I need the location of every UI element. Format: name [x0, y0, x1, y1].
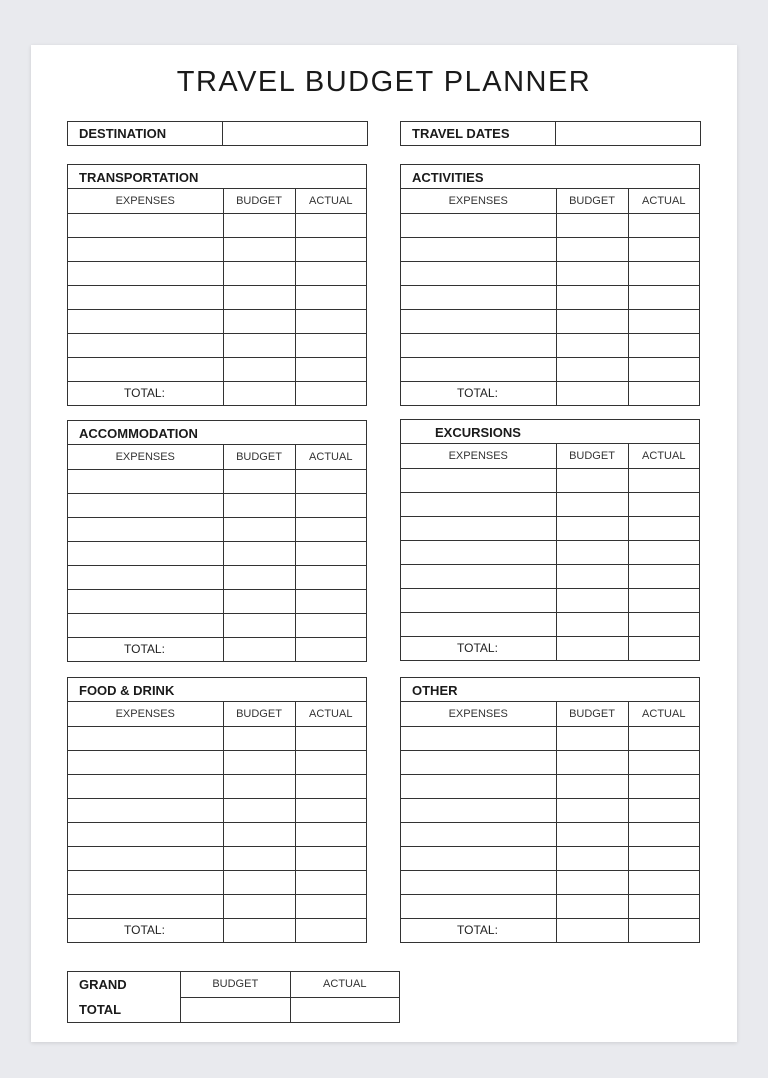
table-row	[401, 822, 699, 846]
budget-cell[interactable]	[556, 492, 628, 516]
destination-input[interactable]	[223, 122, 367, 145]
expenses-header: EXPENSES	[401, 444, 556, 468]
table-row	[68, 750, 366, 774]
actual-cell[interactable]	[295, 798, 366, 822]
grand-total-box	[67, 971, 400, 1023]
table-row	[401, 612, 699, 636]
budget-cell[interactable]	[223, 541, 295, 565]
actual-cell[interactable]	[628, 612, 699, 636]
table-row	[401, 468, 699, 492]
budget-cell[interactable]	[223, 613, 295, 637]
total-label: TOTAL:	[68, 918, 223, 942]
total-budget-cell[interactable]	[223, 918, 295, 942]
total-actual-cell[interactable]	[295, 381, 366, 405]
actual-cell[interactable]	[628, 516, 699, 540]
destination-label: DESTINATION	[68, 122, 223, 145]
expense-cell[interactable]	[401, 726, 556, 750]
section-title: OTHER	[401, 678, 699, 702]
actual-header: ACTUAL	[628, 444, 699, 468]
grand-actual-header: ACTUAL	[291, 972, 400, 998]
actual-cell[interactable]	[628, 213, 699, 237]
budget-header: BUDGET	[223, 702, 295, 726]
budget-cell[interactable]	[556, 237, 628, 261]
actual-cell[interactable]	[295, 565, 366, 589]
budget-cell[interactable]	[223, 822, 295, 846]
table-row	[401, 357, 699, 381]
expense-cell[interactable]	[68, 309, 223, 333]
budget-header: BUDGET	[556, 444, 628, 468]
total-budget-cell[interactable]	[556, 381, 628, 405]
actual-cell[interactable]	[628, 261, 699, 285]
budget-cell[interactable]	[223, 213, 295, 237]
expense-cell[interactable]	[401, 612, 556, 636]
actual-cell[interactable]	[628, 588, 699, 612]
budget-cell[interactable]	[556, 309, 628, 333]
table-row	[68, 357, 366, 381]
grand-budget-cell[interactable]	[181, 998, 290, 1022]
budget-cell[interactable]	[223, 493, 295, 517]
table-row	[68, 237, 366, 261]
expense-cell[interactable]	[68, 541, 223, 565]
table-row	[401, 309, 699, 333]
budget-cell[interactable]	[556, 822, 628, 846]
expense-cell[interactable]	[401, 822, 556, 846]
table-row	[68, 309, 366, 333]
actual-header: ACTUAL	[628, 702, 699, 726]
actual-cell[interactable]	[295, 894, 366, 918]
table-row	[68, 846, 366, 870]
actual-header: ACTUAL	[295, 445, 366, 469]
expense-cell[interactable]	[68, 750, 223, 774]
table-row	[401, 213, 699, 237]
total-budget-cell[interactable]	[556, 918, 628, 942]
table-row	[401, 492, 699, 516]
actual-cell[interactable]	[295, 589, 366, 613]
expense-cell[interactable]	[401, 540, 556, 564]
total-label: TOTAL:	[401, 381, 556, 405]
actual-header: ACTUAL	[628, 189, 699, 213]
travel-dates-label: TRAVEL DATES	[401, 122, 556, 145]
expense-cell[interactable]	[68, 333, 223, 357]
budget-header: BUDGET	[556, 189, 628, 213]
budget-cell[interactable]	[556, 357, 628, 381]
grand-budget-header: BUDGET	[181, 972, 290, 998]
section-transportation	[67, 164, 367, 406]
table-row	[68, 870, 366, 894]
budget-cell[interactable]	[556, 750, 628, 774]
budget-cell[interactable]	[223, 589, 295, 613]
total-label: TOTAL:	[401, 918, 556, 942]
table-row	[68, 285, 366, 309]
section-title: ACCOMMODATION	[68, 421, 366, 445]
expense-cell[interactable]	[401, 774, 556, 798]
actual-cell[interactable]	[295, 870, 366, 894]
table-row	[68, 333, 366, 357]
actual-cell[interactable]	[628, 726, 699, 750]
table-row	[401, 750, 699, 774]
expense-cell[interactable]	[68, 798, 223, 822]
budget-cell[interactable]	[223, 870, 295, 894]
table-row	[401, 588, 699, 612]
expenses-header: EXPENSES	[68, 189, 223, 213]
section-activities	[400, 164, 700, 406]
table-row	[68, 469, 366, 493]
expense-cell[interactable]	[401, 750, 556, 774]
budget-cell[interactable]	[556, 468, 628, 492]
budget-cell[interactable]	[556, 285, 628, 309]
budget-cell[interactable]	[556, 588, 628, 612]
budget-cell[interactable]	[223, 285, 295, 309]
table-row	[68, 822, 366, 846]
grand-actual-cell[interactable]	[291, 998, 400, 1022]
actual-cell[interactable]	[628, 564, 699, 588]
total-budget-cell[interactable]	[223, 381, 295, 405]
table-row	[68, 894, 366, 918]
section-other	[400, 677, 700, 943]
expense-cell[interactable]	[68, 493, 223, 517]
table-row	[401, 333, 699, 357]
grand-total-line2: TOTAL	[79, 1002, 122, 1017]
actual-cell[interactable]	[295, 261, 366, 285]
actual-cell[interactable]	[628, 492, 699, 516]
section-title: ACTIVITIES	[401, 165, 699, 189]
table-row	[68, 565, 366, 589]
expense-cell[interactable]	[68, 846, 223, 870]
expense-cell[interactable]	[68, 822, 223, 846]
actual-cell[interactable]	[295, 493, 366, 517]
total-actual-cell[interactable]	[628, 918, 699, 942]
budget-cell[interactable]	[556, 870, 628, 894]
actual-cell[interactable]	[628, 750, 699, 774]
actual-cell[interactable]	[295, 469, 366, 493]
actual-cell[interactable]	[628, 774, 699, 798]
expense-cell[interactable]	[401, 285, 556, 309]
expense-cell[interactable]	[401, 309, 556, 333]
budget-cell[interactable]	[556, 540, 628, 564]
section-food-drink	[67, 677, 367, 943]
actual-cell[interactable]	[295, 726, 366, 750]
actual-cell[interactable]	[628, 822, 699, 846]
actual-cell[interactable]	[628, 798, 699, 822]
table-row	[68, 261, 366, 285]
budget-cell[interactable]	[223, 846, 295, 870]
budget-cell[interactable]	[556, 516, 628, 540]
budget-cell[interactable]	[223, 774, 295, 798]
section-title: TRANSPORTATION	[68, 165, 366, 189]
expense-cell[interactable]	[68, 894, 223, 918]
actual-cell[interactable]	[295, 333, 366, 357]
section-title: EXCURSIONS	[401, 420, 699, 444]
actual-cell[interactable]	[628, 237, 699, 261]
actual-header: ACTUAL	[295, 702, 366, 726]
expense-cell[interactable]	[401, 588, 556, 612]
actual-cell[interactable]	[628, 870, 699, 894]
total-actual-cell[interactable]	[295, 918, 366, 942]
budget-cell[interactable]	[223, 750, 295, 774]
actual-header: ACTUAL	[295, 189, 366, 213]
total-row	[68, 381, 366, 405]
section-excursions	[400, 419, 700, 661]
actual-cell[interactable]	[295, 750, 366, 774]
expense-cell[interactable]	[401, 798, 556, 822]
table-row	[68, 613, 366, 637]
budget-cell[interactable]	[556, 894, 628, 918]
expense-cell[interactable]	[68, 285, 223, 309]
section-title: FOOD & DRINK	[68, 678, 366, 702]
table-row	[68, 493, 366, 517]
expense-cell[interactable]	[68, 517, 223, 541]
expenses-header: EXPENSES	[401, 702, 556, 726]
travel-dates-field	[400, 121, 701, 146]
budget-cell[interactable]	[556, 564, 628, 588]
budget-cell[interactable]	[556, 774, 628, 798]
table-row	[401, 540, 699, 564]
total-actual-cell[interactable]	[628, 636, 699, 660]
table-row	[401, 516, 699, 540]
actual-cell[interactable]	[295, 285, 366, 309]
expenses-header: EXPENSES	[68, 445, 223, 469]
travel-dates-input[interactable]	[556, 122, 700, 145]
actual-cell[interactable]	[295, 541, 366, 565]
expense-cell[interactable]	[401, 468, 556, 492]
table-row	[401, 726, 699, 750]
budget-cell[interactable]	[223, 798, 295, 822]
budget-cell[interactable]	[556, 213, 628, 237]
total-label: TOTAL:	[68, 637, 223, 661]
table-row	[68, 798, 366, 822]
table-row	[401, 870, 699, 894]
expense-cell[interactable]	[68, 726, 223, 750]
actual-cell[interactable]	[295, 846, 366, 870]
expenses-header: EXPENSES	[401, 189, 556, 213]
expense-cell[interactable]	[68, 357, 223, 381]
budget-cell[interactable]	[556, 333, 628, 357]
total-row	[401, 381, 699, 405]
actual-cell[interactable]	[295, 613, 366, 637]
budget-cell[interactable]	[556, 261, 628, 285]
table-row	[68, 726, 366, 750]
total-budget-cell[interactable]	[223, 637, 295, 661]
table-row	[68, 213, 366, 237]
actual-cell[interactable]	[295, 822, 366, 846]
budget-header: BUDGET	[556, 702, 628, 726]
actual-cell[interactable]	[628, 333, 699, 357]
table-row	[401, 846, 699, 870]
table-row	[401, 261, 699, 285]
expense-cell[interactable]	[401, 846, 556, 870]
table-row	[401, 774, 699, 798]
expense-cell[interactable]	[68, 261, 223, 285]
expense-cell[interactable]	[401, 564, 556, 588]
budget-header: BUDGET	[223, 445, 295, 469]
expense-cell[interactable]	[401, 237, 556, 261]
table-row	[401, 564, 699, 588]
actual-cell[interactable]	[295, 357, 366, 381]
grand-total-label	[68, 972, 181, 1022]
table-row	[68, 774, 366, 798]
expense-cell[interactable]	[68, 213, 223, 237]
budget-cell[interactable]	[223, 517, 295, 541]
actual-cell[interactable]	[295, 237, 366, 261]
table-row	[68, 589, 366, 613]
budget-cell[interactable]	[223, 726, 295, 750]
expense-cell[interactable]	[401, 357, 556, 381]
grand-total-line1: GRAND	[79, 977, 127, 992]
actual-cell[interactable]	[295, 517, 366, 541]
total-row	[401, 636, 699, 660]
budget-cell[interactable]	[223, 565, 295, 589]
expenses-header: EXPENSES	[68, 702, 223, 726]
expense-cell[interactable]	[68, 613, 223, 637]
actual-cell[interactable]	[628, 846, 699, 870]
total-actual-cell[interactable]	[295, 637, 366, 661]
budget-cell[interactable]	[223, 357, 295, 381]
actual-cell[interactable]	[628, 894, 699, 918]
expense-cell[interactable]	[401, 333, 556, 357]
budget-cell[interactable]	[223, 894, 295, 918]
total-budget-cell[interactable]	[556, 636, 628, 660]
table-row	[401, 237, 699, 261]
actual-cell[interactable]	[295, 213, 366, 237]
expense-cell[interactable]	[401, 894, 556, 918]
table-row	[401, 285, 699, 309]
actual-cell[interactable]	[628, 285, 699, 309]
actual-cell[interactable]	[628, 468, 699, 492]
budget-cell[interactable]	[556, 612, 628, 636]
total-row	[68, 918, 366, 942]
expense-cell[interactable]	[68, 774, 223, 798]
total-label: TOTAL:	[401, 636, 556, 660]
section-accommodation	[67, 420, 367, 662]
actual-cell[interactable]	[295, 774, 366, 798]
destination-field	[67, 121, 368, 146]
budget-cell[interactable]	[223, 261, 295, 285]
actual-cell[interactable]	[295, 309, 366, 333]
expense-cell[interactable]	[68, 469, 223, 493]
budget-cell[interactable]	[556, 846, 628, 870]
total-label: TOTAL:	[68, 381, 223, 405]
actual-cell[interactable]	[628, 309, 699, 333]
expense-cell[interactable]	[401, 261, 556, 285]
total-row	[401, 918, 699, 942]
expense-cell[interactable]	[68, 565, 223, 589]
total-actual-cell[interactable]	[628, 381, 699, 405]
table-row	[401, 894, 699, 918]
budget-cell[interactable]	[556, 726, 628, 750]
expense-cell[interactable]	[401, 516, 556, 540]
total-row	[68, 637, 366, 661]
expense-cell[interactable]	[401, 213, 556, 237]
table-row	[68, 517, 366, 541]
budget-cell[interactable]	[223, 333, 295, 357]
expense-cell[interactable]	[68, 870, 223, 894]
actual-cell[interactable]	[628, 357, 699, 381]
page-title: TRAVEL BUDGET PLANNER	[176, 66, 592, 98]
expense-cell[interactable]	[401, 492, 556, 516]
budget-cell[interactable]	[223, 237, 295, 261]
table-row	[68, 541, 366, 565]
budget-cell[interactable]	[556, 798, 628, 822]
budget-header: BUDGET	[223, 189, 295, 213]
budget-cell[interactable]	[223, 309, 295, 333]
expense-cell[interactable]	[401, 870, 556, 894]
actual-cell[interactable]	[628, 540, 699, 564]
expense-cell[interactable]	[68, 589, 223, 613]
expense-cell[interactable]	[68, 237, 223, 261]
table-row	[401, 798, 699, 822]
budget-cell[interactable]	[223, 469, 295, 493]
